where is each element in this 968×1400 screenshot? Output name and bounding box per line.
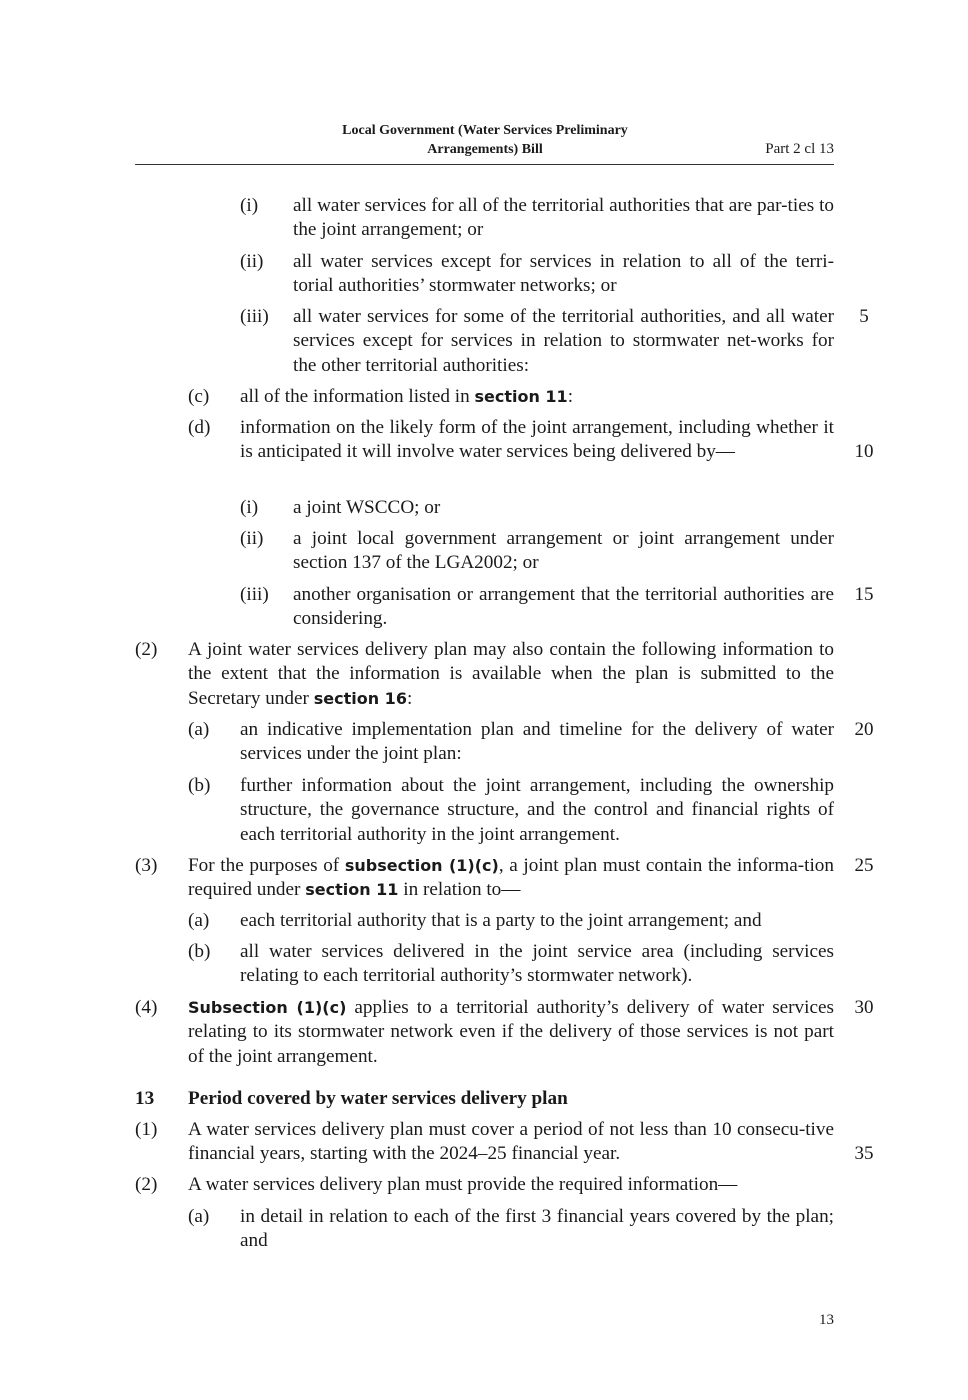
- line-number-30: 30: [854, 997, 874, 1018]
- section-11-reference: section 11: [474, 387, 568, 406]
- line-number-5: 5: [859, 306, 869, 327]
- subclause-4-text: [188, 996, 834, 1069]
- clause-13-2-text: A water services delivery plan must provide the required information—: [188, 1174, 738, 1195]
- subclause-2-b-label: (b): [188, 775, 211, 796]
- para-d-ii-label: (ii): [240, 528, 264, 549]
- clause-13-number: 13: [135, 1088, 155, 1109]
- subclause-2-b-text: further information about the joint arrangement, including the ownership structure, the governance structure, and the control and financial rights of each territorial authority in the joint arrangement.: [240, 775, 834, 845]
- subclause-2-text-before: A joint water services delivery plan may also contain the following information to the extent that the information is available when the plan is submitted to the Secretary under: [188, 639, 834, 709]
- line-number-15: 15: [854, 584, 874, 605]
- line-number-35: 35: [854, 1143, 874, 1164]
- para-b-i-label: (i): [240, 195, 259, 216]
- para-b-ii-text: all water services except for services in relation to all of the terri-torial authorities’ stormwater networks; or: [293, 251, 834, 297]
- para-d-i-text: a joint WSCCO; or: [293, 497, 441, 518]
- para-d-label: (d): [188, 417, 211, 438]
- para-c-text-before: all of the information listed in: [240, 386, 475, 407]
- para-b-iii-text: all water services for some of the territorial authorities, and all water services except for services in relation to stormwater net-works for the other territorial authorities:: [293, 306, 834, 376]
- page-number: 13: [819, 1312, 834, 1328]
- subclause-3-a-label: (a): [188, 910, 210, 931]
- subclause-3-text-after: in relation to—: [398, 879, 521, 901]
- para-d-ii-text: a joint local government arrangement or joint arrangement under section 137 of the LGA2002; or: [293, 528, 834, 574]
- subclause-2-a-text: an indicative implementation plan and timeline for the delivery of water services under the joint plan:: [240, 719, 834, 765]
- subclause-3-text-before: For the purposes of: [188, 855, 345, 876]
- line-number-20: 20: [854, 719, 874, 740]
- subclause-4-label: (4): [135, 997, 158, 1018]
- subclause-2-a-label: (a): [188, 719, 210, 740]
- subclause-3-text: [188, 854, 834, 903]
- para-b-ii-label: (ii): [240, 251, 264, 272]
- clause-13-2-a-label: (a): [188, 1206, 210, 1227]
- clause-13-2-a-text: in detail in relation to each of the first 3 financial years covered by the plan; and: [240, 1206, 834, 1252]
- subclause-2-text-after: :: [406, 687, 413, 709]
- para-c-text: [240, 385, 834, 409]
- subsection-1c-reference: Subsection (1)(c): [188, 998, 347, 1017]
- clause-13-1-label: (1): [135, 1119, 158, 1140]
- clause-13-1-text: A water services delivery plan must cover a period of not less than 10 consecu-tive financial years, starting with the 2024–25 financial year.: [188, 1119, 834, 1165]
- line-number-10: 10: [854, 441, 874, 462]
- running-header-title: [300, 121, 670, 159]
- subclause-3-label: (3): [135, 855, 158, 876]
- subsection-1c-reference: subsection (1)(c): [344, 856, 499, 875]
- para-d-i-label: (i): [240, 497, 259, 518]
- subclause-3-a-text: each territorial authority that is a party to the joint arrangement; and: [240, 910, 762, 931]
- header-title-line-2: Arrangements) Bill: [427, 142, 543, 157]
- subclause-3-b-text: all water services delivered in the joint service area (including services relating to each territorial authority’s stormwater network).: [240, 941, 834, 987]
- subclause-3-text-mid: , a joint plan must contain the informa-tion required under: [188, 855, 834, 901]
- para-c-label: (c): [188, 386, 210, 407]
- clause-13-2-label: (2): [135, 1174, 158, 1195]
- para-b-i-text: all water services for all of the territorial authorities that are par-ties to the joint arrangement; or: [293, 195, 834, 241]
- subclause-2-label: (2): [135, 639, 158, 660]
- section-11-reference: section 11: [305, 880, 399, 900]
- header-title-line-1: Local Government (Water Services Preliminary: [342, 123, 628, 138]
- para-b-iii-label: (iii): [240, 306, 269, 327]
- para-d-text: information on the likely form of the joint arrangement, including whether it is anticipated it will involve water services being delivered by—: [240, 417, 834, 463]
- subclause-3-b-label: (b): [188, 941, 211, 962]
- subclause-2-text: [188, 638, 834, 711]
- subclause-4-text-after: applies to a territorial authority’s delivery of water services relating to its stormwater network even if the delivery of those services is not part of the joint arrangement.: [188, 997, 834, 1067]
- header-rule: [135, 164, 834, 165]
- clause-13-heading: Period covered by water services delivery plan: [188, 1088, 568, 1109]
- header-part-reference: Part 2 cl 13: [765, 141, 834, 157]
- para-d-iii-text: another organisation or arrangement that the territorial authorities are considering.: [293, 584, 834, 630]
- section-16-reference: section 16: [313, 688, 407, 708]
- para-d-iii-label: (iii): [240, 584, 269, 605]
- line-number-25: 25: [854, 855, 874, 876]
- para-c-text-after: :: [567, 386, 574, 407]
